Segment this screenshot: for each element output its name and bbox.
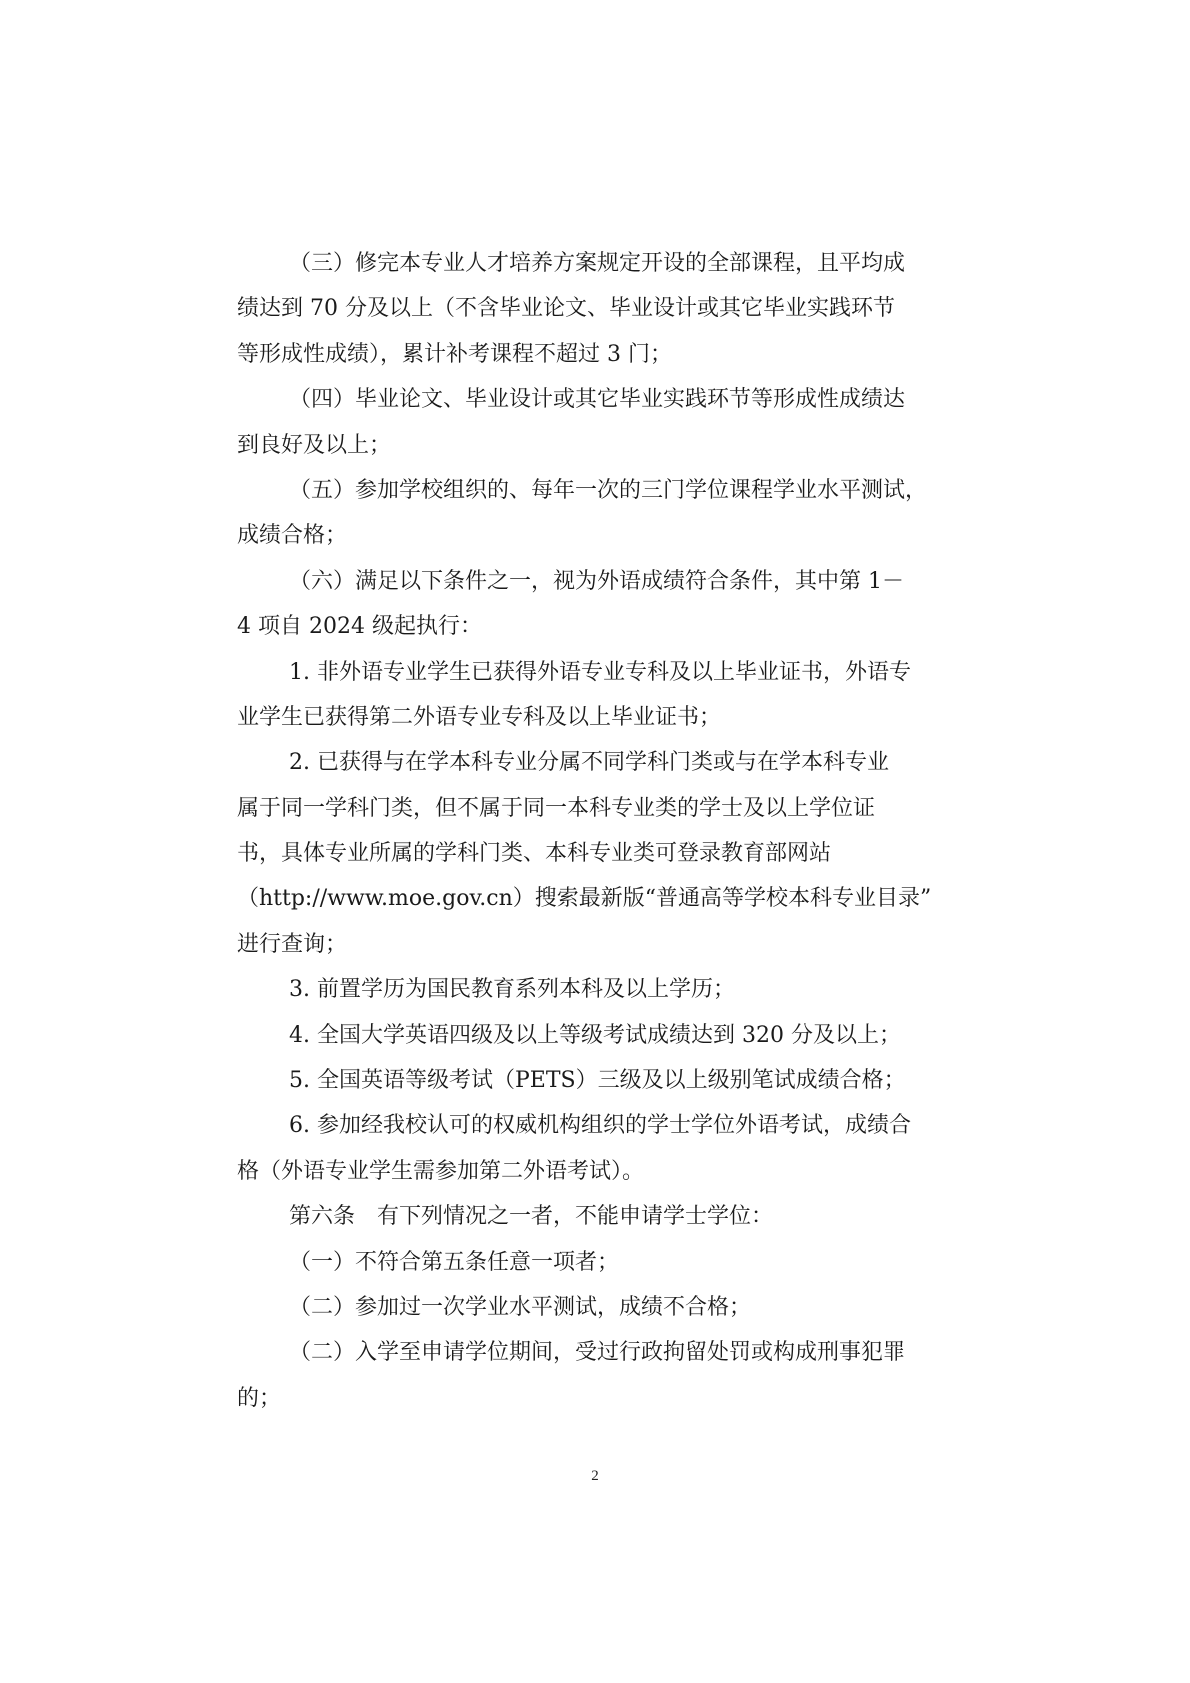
text-line: 的； (237, 1385, 282, 1411)
text-line: （二）参加过一次学业水平测试，成绩不合格； (289, 1294, 752, 1320)
text-line: 1. 非外语专业学生已获得外语专业专科及以上毕业证书，外语专 (289, 659, 911, 685)
text-line: 6. 参加经我校认可的权威机构组织的学士学位外语考试，成绩合 (289, 1113, 911, 1139)
text-line: 进行查询； (237, 931, 348, 957)
document-body (237, 241, 957, 1421)
text-line: 4. 全国大学英语四级及以上等级考试成绩达到 320 分及以上； (289, 1022, 901, 1048)
text-line: 到良好及以上； (237, 432, 392, 458)
text-line: 绩达到 70 分及以上（不含毕业论文、毕业设计或其它毕业实践环节 (237, 296, 895, 322)
text-line: 4 项自 2024 级起执行： (237, 614, 482, 640)
text-line: （三）修完本专业人才培养方案规定开设的全部课程，且平均成 (289, 251, 906, 276)
text-line: （六）满足以下条件之一，视为外语成绩符合条件，其中第 1－ (289, 568, 904, 594)
text-line: 属于同一学科门类，但不属于同一本科专业类的学士及以上学位证 (237, 795, 876, 821)
text-line: （四）毕业论文、毕业设计或其它毕业实践环节等形成性成绩达 (289, 387, 906, 413)
text-line: （一）不符合第五条任意一项者； (289, 1249, 620, 1275)
text-line: 业学生已获得第二外语专业专科及以上毕业证书； (237, 704, 722, 730)
page-number: 2 (591, 1468, 599, 1484)
text-line: 成绩合格； (237, 523, 348, 549)
text-line: 5. 全国英语等级考试（PETS）三级及以上级别笔试成绩合格； (289, 1068, 906, 1094)
text-line: 书，具体专业所属的学科门类、本科专业类可登录教育部网站 (237, 841, 832, 867)
text-line: 2. 已获得与在学本科专业分属不同学科门类或与在学本科专业 (289, 750, 889, 776)
text-line: 3. 前置学历为国民教育系列本科及以上学历； (289, 977, 735, 1003)
text-line: （http://www.moe.gov.cn）搜索最新版“普通高等学校本科专业目录” (237, 886, 932, 912)
text-line: （二）入学至申请学位期间，受过行政拘留处罚或构成刑事犯罪 (289, 1340, 906, 1366)
text-line: 格（外语专业学生需参加第二外语考试）。 (237, 1158, 645, 1184)
text-line: （五）参加学校组织的、每年一次的三门学位课程学业水平测试， (289, 477, 928, 503)
text-line: 第六条 有下列情况之一者，不能申请学士学位： (289, 1204, 774, 1230)
text-line: 等形成性成绩），累计补考课程不超过 3 门； (237, 341, 672, 367)
